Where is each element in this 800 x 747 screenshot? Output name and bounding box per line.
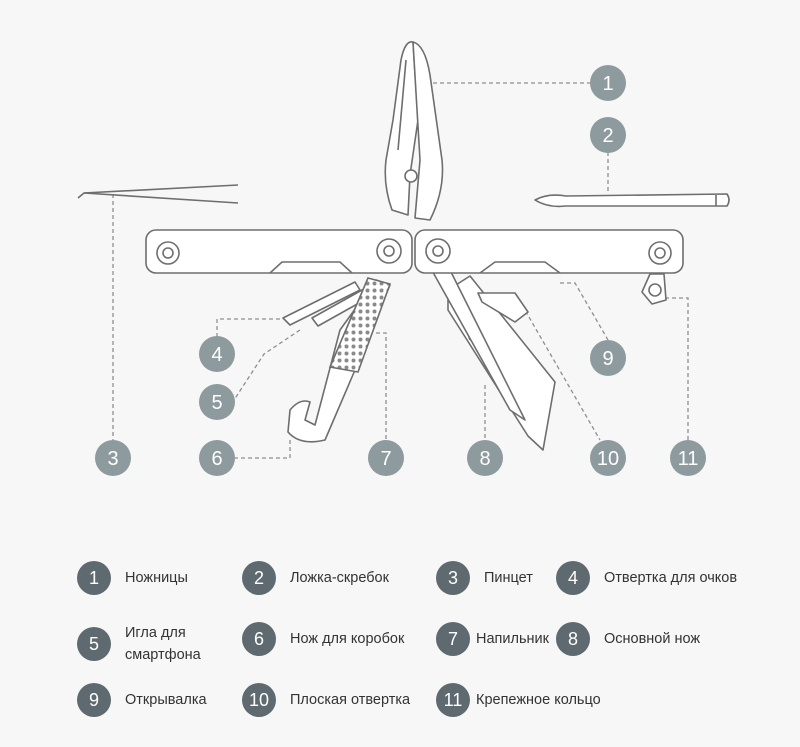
callout-2-label: 2 xyxy=(602,125,614,147)
legend-item-1 xyxy=(77,561,188,595)
callout-8 xyxy=(467,440,503,476)
legend-item-8 xyxy=(556,622,700,656)
callout-4 xyxy=(199,336,235,372)
legend-label: Открывалка xyxy=(125,692,207,708)
legend-label: Пинцет xyxy=(484,570,533,586)
legend-label: Нож для коробок xyxy=(290,631,405,647)
callout-3-label: 3 xyxy=(107,448,119,470)
callout-5 xyxy=(199,384,235,420)
callout-5-label: 5 xyxy=(211,392,223,414)
legend-item-9 xyxy=(77,683,207,717)
legend-number: 3 xyxy=(436,561,470,595)
legend-label: Ложка-скребок xyxy=(290,570,389,586)
callout-2 xyxy=(590,117,626,153)
legend-number: 8 xyxy=(556,622,590,656)
callout-3 xyxy=(95,440,131,476)
legend-number: 2 xyxy=(242,561,276,595)
callout-10 xyxy=(590,440,626,476)
legend-label: Отвертка для очков xyxy=(604,570,738,586)
callout-8-label: 8 xyxy=(479,448,491,470)
callout-11 xyxy=(670,440,706,476)
legend-number: 9 xyxy=(77,683,111,717)
legend-number: 11 xyxy=(436,683,470,717)
legend-number: 4 xyxy=(556,561,590,595)
callout-6 xyxy=(199,440,235,476)
tweezers-tool xyxy=(78,185,238,203)
legend-item-2 xyxy=(242,561,389,595)
legend-item-10 xyxy=(242,683,410,717)
callout-9-label: 9 xyxy=(602,348,614,370)
scissors-tool xyxy=(385,42,442,220)
legend-number: 7 xyxy=(436,622,470,656)
legend-number: 1 xyxy=(77,561,111,595)
legend-label: Игла для смартфона xyxy=(125,625,201,663)
legend-item-6 xyxy=(242,622,404,656)
legend-number: 5 xyxy=(77,627,111,661)
callout-7-label: 7 xyxy=(380,448,392,470)
legend-item-5 xyxy=(77,622,215,666)
callout-1-label: 1 xyxy=(602,73,614,95)
legend-label: Плоская отвертка xyxy=(290,692,411,708)
legend-number: 6 xyxy=(242,622,276,656)
scraper-spoon-tool xyxy=(535,194,729,206)
legend-item-3 xyxy=(436,561,533,595)
callout-1 xyxy=(590,65,626,101)
legend-number: 10 xyxy=(242,683,276,717)
legend-item-4 xyxy=(556,561,737,595)
legend-label: Основной нож xyxy=(604,631,701,647)
legend-item-11 xyxy=(436,683,601,717)
legend-item-7 xyxy=(436,622,549,656)
legend-label: Ножницы xyxy=(125,570,188,586)
handles xyxy=(146,230,683,273)
legend-label: Напильник xyxy=(476,631,549,647)
callout-6-label: 6 xyxy=(211,448,223,470)
callout-4-label: 4 xyxy=(211,344,223,366)
callout-9 xyxy=(590,340,626,376)
callout-7 xyxy=(368,440,404,476)
legend-label: Крепежное кольцо xyxy=(476,692,601,708)
callout-10-label: 10 xyxy=(596,448,620,470)
callout-11-label: 11 xyxy=(677,448,699,470)
